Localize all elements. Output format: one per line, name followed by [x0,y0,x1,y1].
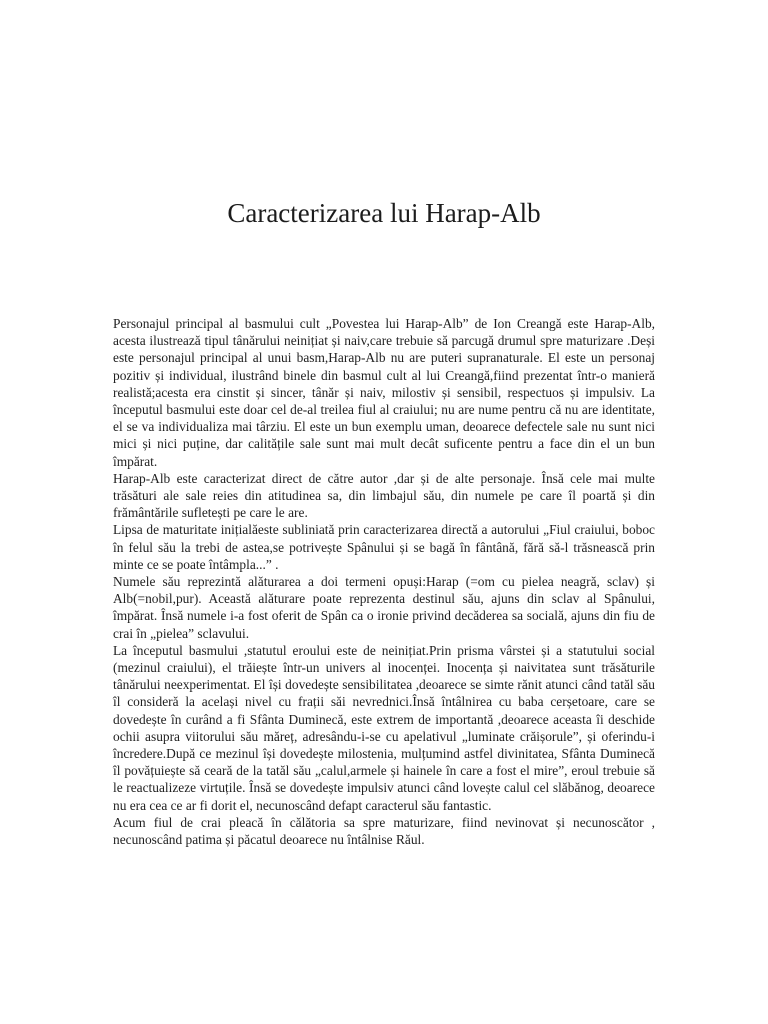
paragraph-characterization: Harap-Alb este caracterizat direct de către autor ,dar și de alte personaje. Însă cele mai multe trăsături ale sale reies din atitudinea sa, din limbajul său, din numele pe care îl poartă și din frământările sufletești pe care le are. [113,470,655,521]
paragraph-intro: Personajul principal al basmului cult „Povestea lui Harap-Alb” de Ion Creangă este Harap-Alb, acesta ilustrează tipul tânărului neinițiat și naiv,care trebuie să parcugă drumul spre maturizare .Deși este personajul principal al unui basm,Harap-Alb nu are puteri supranaturale. El este un personaj pozitiv și individual, ilustrând binele din basmul cult al lui Creangă,fiind prezentat într-o manieră realistă;acesta era cinstit și sincer, tânăr și naiv, milostiv și sensibil, respectuos și impulsiv. La începutul basmului este doar cel de-al treilea fiul al craiului; nu are nume pentru că nu are identitate, el se va individualiza mai târziu. El este un bun exemplu uman, deoarece defectele sale nu sunt nici mici și nici puține, dar calitățile sale sunt mai mult decât suficente pentru a face din el un bun împărat. [113,316,655,469]
paragraph-journey: Acum fiul de crai pleacă în călătoria sa spre maturizare, fiind nevinovat și necunoscător , necunoscând patima și păcatul deoarece nu întâlnise Răul. [113,814,655,848]
paragraph-maturity: Lipsa de maturitate inițialăeste subliniată prin caracterizarea directă a autorului „Fiul craiului, boboc în felul său la trebi de astea,se potrivește Spânului și se bagă în fântână, fără să-l trăsnească prin minte ce se poate întâmpla...” . [113,522,655,572]
paragraph-name: Numele său reprezintă alăturarea a doi termeni opuși:Harap (=om cu pielea neagră, sclav) și Alb(=nobil,pur). Această alăturare poate reprezenta destinul său, ajuns din sclav al Spânului, împărat. Însă numele i-a fost oferit de Spân ca o ironie privind decăderea sa socială, ajuns din fiu de crai în „pielea” sclavului. [113,574,655,641]
document-body [113,315,655,848]
document-title: Caracterizarea lui Harap-Alb [227,198,541,228]
paragraph-beginning: La începutul basmului ,statutul eroului este de neinițiat.Prin prisma vârstei și a statutului social (mezinul craiului), el trăiește într-un univers al inocenței. Inocența și naivitatea sunt trăsăturile tânărului neexperimentat. El își dovedește sensibilitatea ,deoarece se simte rănit atunci când tatăl său îl consideră la același nivel cu frații săi nevrednici.Însă întâlnirea cu baba cerșetoare, care se dovedește în curând a fi Sfânta Duminecă, este extrem de importantă ,deoarece aceasta îi deschide ochii asupra viitorului său măreț, adresându-i-se cu apelativul „luminate crăișorule”, și oferindu-i încredere.După ce mezinul își dovedește milostenia, mulțumind astfel divinitatea, Sfânta Duminecă îl povățuiește să ceară de la tatăl său „calul,armele și hainele în care a fost el mire”, eroul trebuie să le reactualizeze virtuțile. Însă se dovedește impulsiv atunci când lovește calul cel slăbănog, deoarece nu era cea ce ar fi dorit el, necunoscând defapt caracterul său fantastic. [113,642,655,813]
